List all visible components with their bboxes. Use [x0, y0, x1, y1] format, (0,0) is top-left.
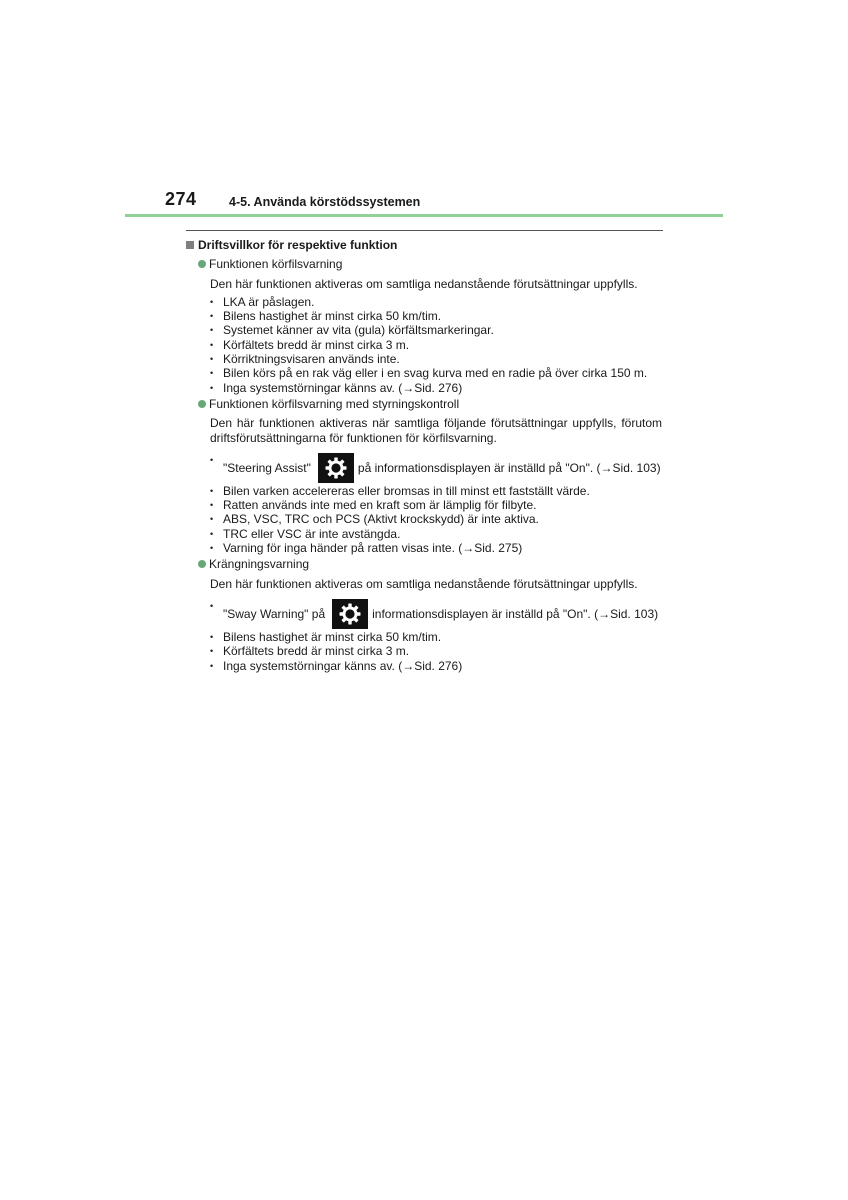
section-title — [186, 238, 662, 252]
icon-item-text-before: • "Sway Warning" på — [223, 606, 326, 621]
list-item: • Bilens hastighet är minst cirka 50 km/tim. — [210, 309, 662, 323]
round-bullet-icon — [198, 260, 206, 268]
conditions-list — [210, 295, 662, 395]
subsection-title-text: Funktionen körfilsvarning — [209, 257, 343, 272]
page-number: 274 — [165, 189, 197, 209]
subsection-title-lane-departure — [198, 257, 662, 271]
round-bullet-icon — [198, 400, 206, 408]
settings-gear-icon — [332, 599, 368, 629]
conditions-list — [210, 599, 662, 673]
list-item-with-icon — [210, 453, 662, 483]
list-item: • Systemet känner av vita (gula) körfältsmarkeringar. — [210, 323, 662, 337]
settings-gear-icon — [318, 453, 354, 483]
main-content — [186, 238, 662, 673]
subsection-title-steering-control — [198, 397, 662, 411]
list-item: • Inga systemstörningar känns av. (→Sid. 276) — [210, 659, 662, 673]
icon-item-text-after: på informationsdisplayen är inställd på "On". (→Sid. 103) — [357, 460, 661, 475]
subsection-title-sway-warning — [198, 557, 662, 571]
subsection-intro: Den här funktionen aktiveras om samtliga nedanstående förutsättningar uppfylls. — [210, 576, 638, 591]
header-rule — [125, 214, 723, 217]
subsection-intro: Den här funktionen aktiveras om samtliga nedanstående förutsättningar uppfylls. — [210, 276, 638, 291]
subsection-intro: Den här funktionen aktiveras när samtliga följande förutsättningar uppfylls, förutom driftsförutsättningarna för funktionen för körfilsvarning. — [210, 416, 662, 445]
list-item: • Bilen körs på en rak väg eller i en svag kurva med en radie på över cirka 150 m. — [210, 366, 662, 380]
section-rule — [186, 230, 663, 231]
list-item: • Körriktningsvisaren används inte. — [210, 352, 662, 366]
list-item: • Körfältets bredd är minst cirka 3 m. — [210, 644, 662, 658]
subsection-title-text: Krängningsvarning — [209, 557, 310, 572]
icon-item-text-after: informationsdisplayen är inställd på "On". (→Sid. 103) — [372, 606, 659, 621]
section-title-text: Driftsvillkor för respektive funktion — [198, 238, 398, 252]
chapter-title: 4-5. Använda körstödssystemen — [229, 195, 421, 209]
list-item: • Inga systemstörningar känns av. (→Sid. 276) — [210, 381, 662, 395]
list-item: • ABS, VSC, TRC och PCS (Aktivt krockskydd) är inte aktiva. — [210, 512, 662, 526]
list-item: • Bilen varken accelereras eller bromsas in till minst ett fastställt värde. — [210, 484, 662, 498]
list-item: • Bilens hastighet är minst cirka 50 km/tim. — [210, 630, 662, 644]
list-item-with-icon — [210, 599, 662, 629]
round-bullet-icon — [198, 560, 206, 568]
icon-item-text-before: • "Steering Assist" — [223, 460, 311, 475]
list-item: • Ratten används inte med en kraft som är lämplig för filbyte. — [210, 498, 662, 512]
list-item: • Varning för inga händer på ratten visas inte. (→Sid. 275) — [210, 541, 662, 555]
subsection-title-text: Funktionen körfilsvarning med styrningskontroll — [209, 396, 460, 411]
list-item: • Körfältets bredd är minst cirka 3 m. — [210, 338, 662, 352]
list-item: • TRC eller VSC är inte avstängda. — [210, 527, 662, 541]
square-bullet-icon — [186, 241, 194, 249]
conditions-list — [210, 453, 662, 555]
list-item: • LKA är påslagen. — [210, 295, 662, 309]
